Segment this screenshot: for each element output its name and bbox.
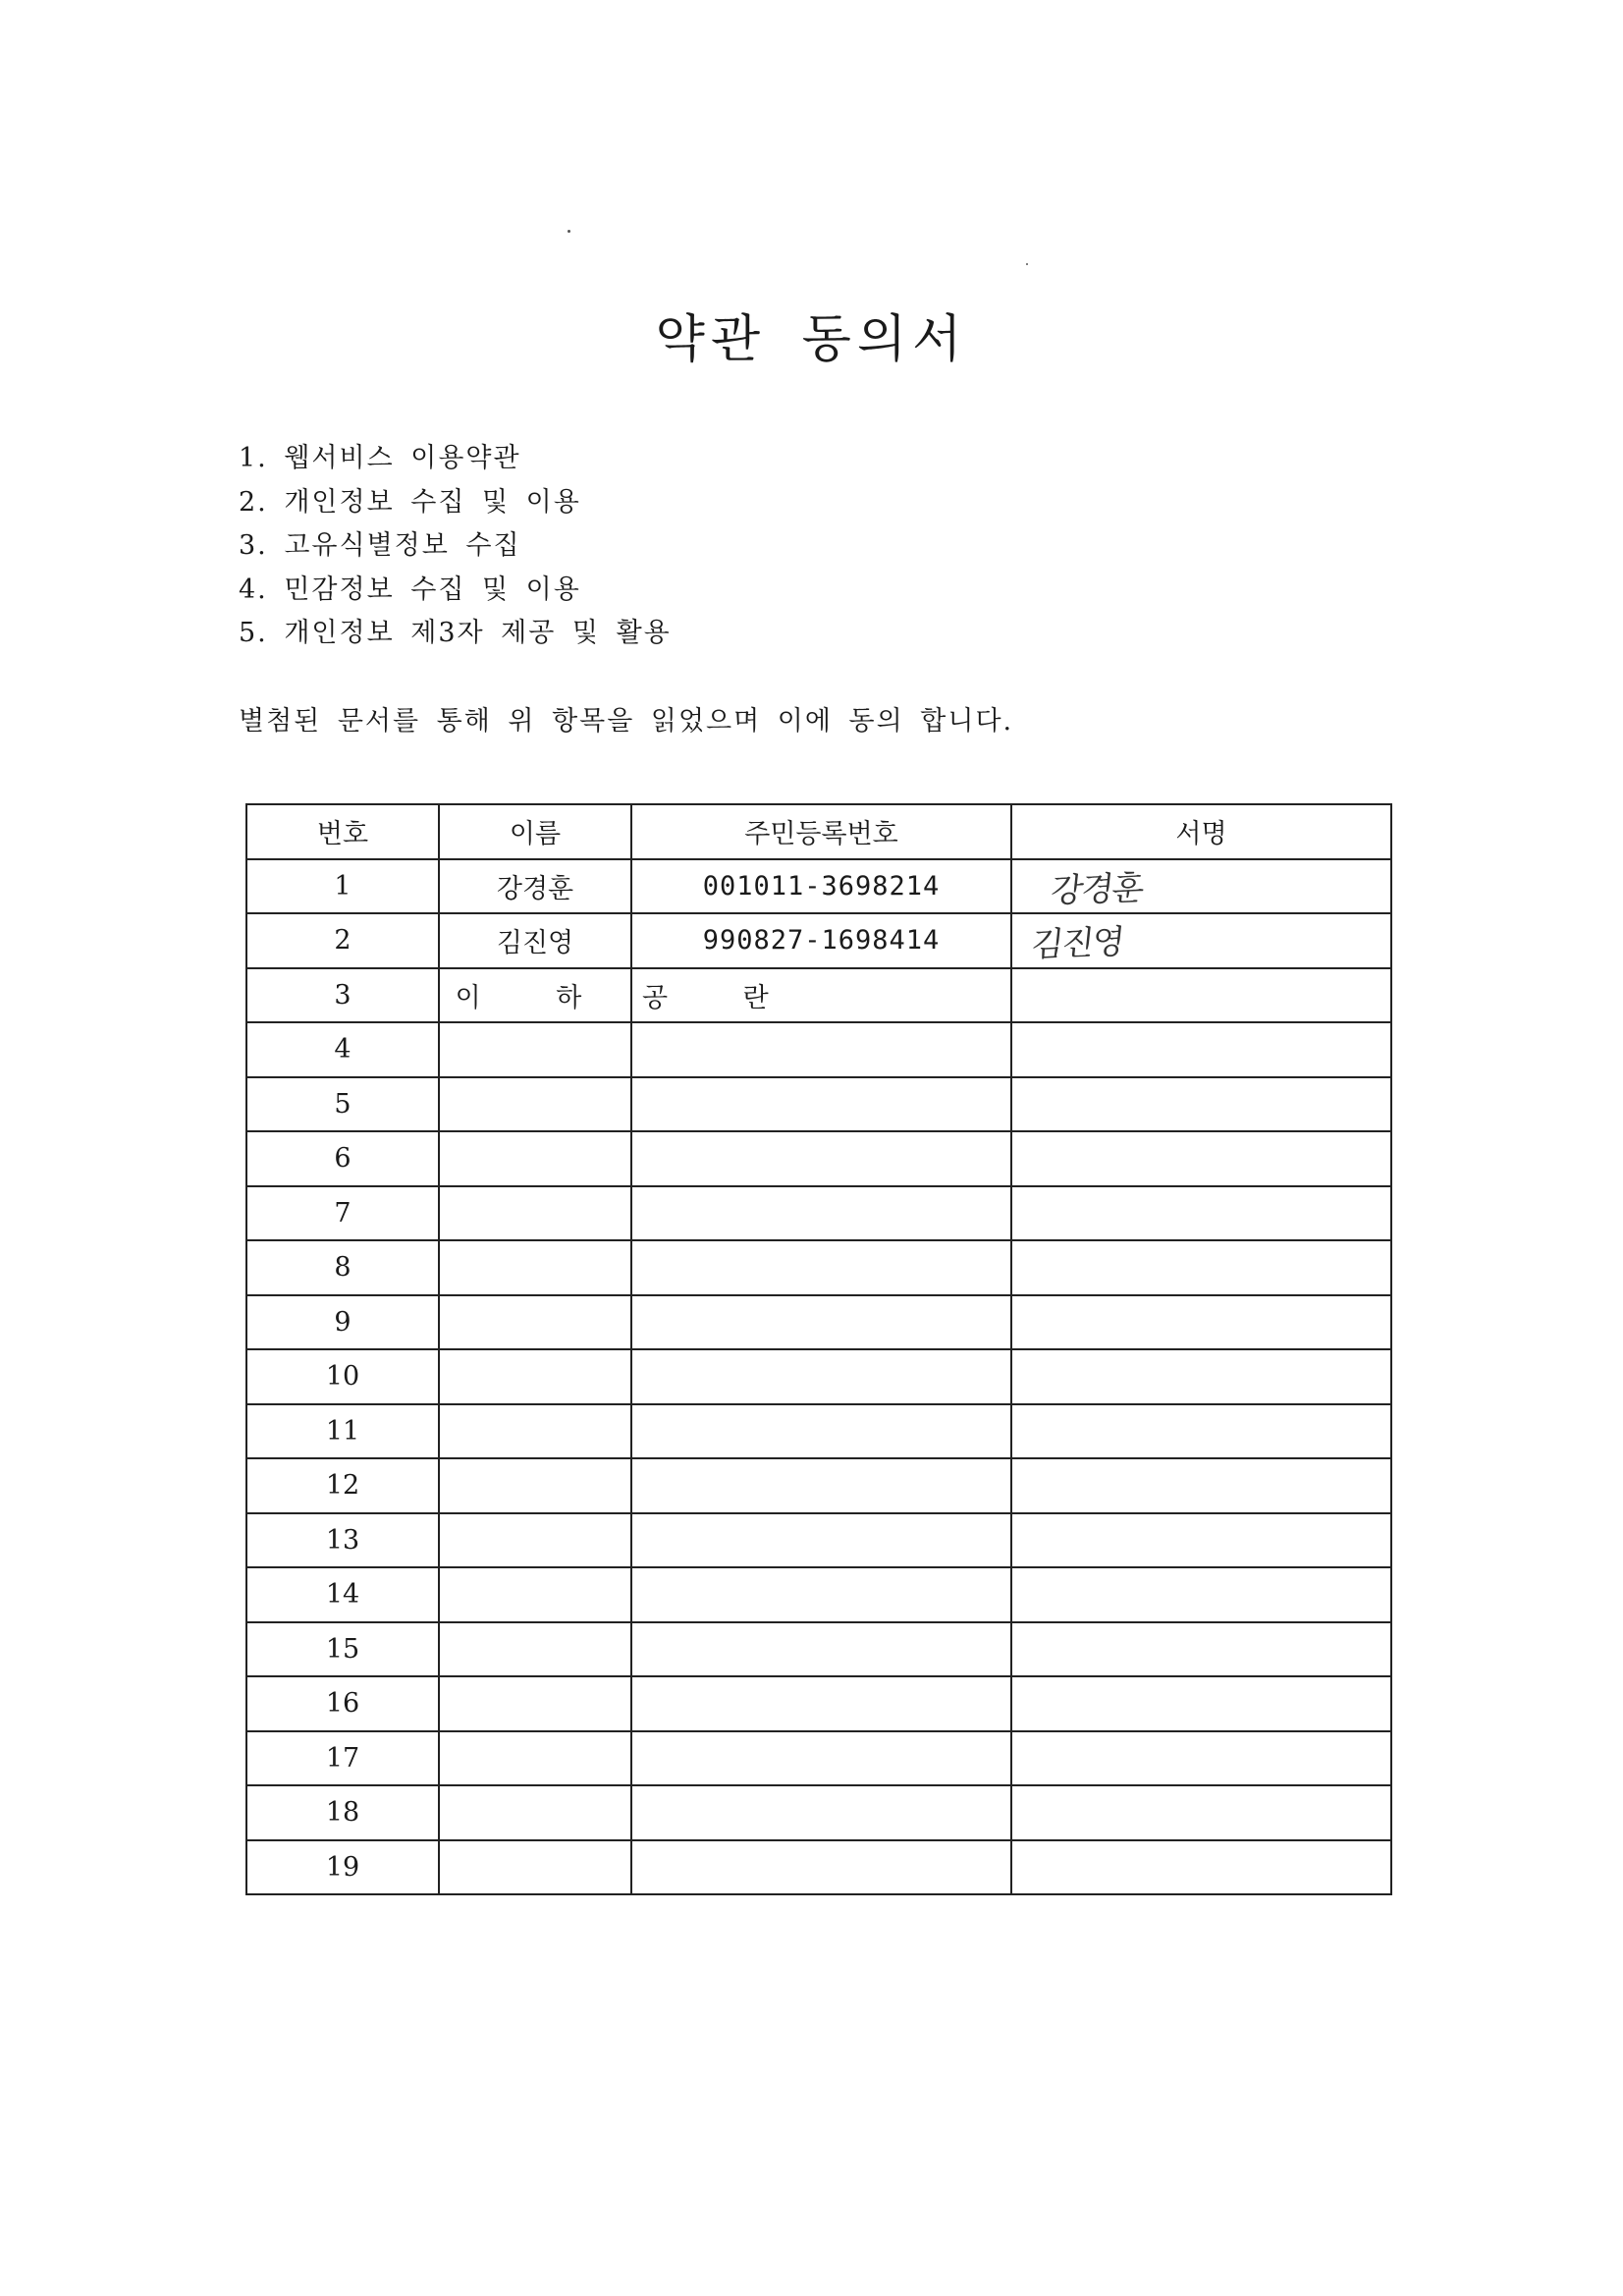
row-rrn [631, 1404, 1011, 1459]
row-rrn [631, 1622, 1011, 1677]
row-signature [1011, 1131, 1391, 1186]
row-number: 15 [246, 1622, 439, 1677]
row-number: 17 [246, 1731, 439, 1786]
row-name [439, 1458, 631, 1513]
row-signature [1011, 1349, 1391, 1404]
row-rrn [631, 1022, 1011, 1077]
table-header-row [246, 804, 1391, 859]
terms-item: 4. 민감정보 수집 및 이용 [239, 574, 581, 605]
row-rrn [631, 1349, 1011, 1404]
table-row [246, 1676, 1391, 1731]
row-name [439, 1240, 631, 1295]
row-number: 11 [246, 1404, 439, 1459]
row-signature [1011, 1513, 1391, 1568]
table-row [246, 1622, 1391, 1677]
row-rrn [631, 1131, 1011, 1186]
table-row [246, 913, 1391, 968]
row-rrn [631, 1840, 1011, 1895]
terms-item: 1. 웹서비스 이용약관 [239, 443, 521, 473]
table-row [246, 1077, 1391, 1132]
row-name [439, 1295, 631, 1350]
row-number: 5 [246, 1077, 439, 1132]
row-name: 김진영 [439, 913, 631, 968]
row-number: 19 [246, 1840, 439, 1895]
row-signature [1011, 1785, 1391, 1840]
row-name [439, 1022, 631, 1077]
row-name-remainder-mark: 이 하 [439, 968, 631, 1023]
row-signature [1011, 913, 1391, 968]
row-rrn [631, 1295, 1011, 1350]
row-name [439, 1785, 631, 1840]
header-rrn: 주민등록번호 [631, 804, 1011, 859]
table-row [246, 1785, 1391, 1840]
row-number: 3 [246, 968, 439, 1023]
row-name [439, 1077, 631, 1132]
row-signature [1011, 1022, 1391, 1077]
table-row [246, 1731, 1391, 1786]
table-row [246, 1186, 1391, 1241]
header-name: 이름 [439, 804, 631, 859]
terms-item: 2. 개인정보 수집 및 이용 [239, 486, 581, 518]
row-name [439, 1131, 631, 1186]
row-number: 18 [246, 1785, 439, 1840]
row-number: 14 [246, 1567, 439, 1622]
row-signature [1011, 1295, 1391, 1350]
row-rrn [631, 1785, 1011, 1840]
table-row [246, 1513, 1391, 1568]
row-number: 7 [246, 1186, 439, 1241]
terms-list [239, 437, 672, 656]
row-number: 8 [246, 1240, 439, 1295]
row-rrn [631, 1186, 1011, 1241]
header-number: 번호 [246, 804, 439, 859]
row-name [439, 1622, 631, 1677]
row-signature [1011, 1404, 1391, 1459]
terms-item: 5. 개인정보 제3자 제공 및 활용 [239, 618, 672, 648]
row-name: 강경훈 [439, 859, 631, 914]
handwritten-signature: 김진영 [1029, 922, 1125, 965]
row-rrn [631, 1077, 1011, 1132]
table-row [246, 859, 1391, 914]
table-row [246, 1240, 1391, 1295]
row-signature [1011, 1622, 1391, 1677]
row-number: 12 [246, 1458, 439, 1513]
row-signature [1011, 968, 1391, 1023]
scan-speck [568, 230, 570, 233]
consent-statement: 별첨된 문서를 통해 위 항목을 읽었으며 이에 동의 합니다. [239, 706, 1014, 737]
consent-table [245, 803, 1392, 1895]
row-signature [1011, 1731, 1391, 1786]
row-number: 6 [246, 1131, 439, 1186]
table-row [246, 1404, 1391, 1459]
row-name [439, 1731, 631, 1786]
table-row [246, 1349, 1391, 1404]
row-rrn: 990827-1698414 [631, 913, 1011, 968]
table-row [246, 1840, 1391, 1895]
row-number: 16 [246, 1676, 439, 1731]
table-row [246, 1295, 1391, 1350]
row-name [439, 1404, 631, 1459]
row-name [439, 1513, 631, 1568]
row-name [439, 1186, 631, 1241]
row-signature [1011, 1077, 1391, 1132]
table-row [246, 968, 1391, 1023]
row-signature [1011, 1840, 1391, 1895]
table-row [246, 1458, 1391, 1513]
row-number: 4 [246, 1022, 439, 1077]
handwritten-signature: 강경훈 [1049, 868, 1145, 911]
row-rrn: 001011-3698214 [631, 859, 1011, 914]
header-signature: 서명 [1011, 804, 1391, 859]
row-name [439, 1349, 631, 1404]
row-number: 1 [246, 859, 439, 914]
row-signature [1011, 1186, 1391, 1241]
row-rrn [631, 1676, 1011, 1731]
row-signature [1011, 1567, 1391, 1622]
row-signature [1011, 859, 1391, 914]
row-number: 9 [246, 1295, 439, 1350]
row-name [439, 1676, 631, 1731]
row-rrn [631, 1240, 1011, 1295]
row-rrn [631, 1513, 1011, 1568]
row-number: 2 [246, 913, 439, 968]
row-number: 13 [246, 1513, 439, 1568]
row-name [439, 1840, 631, 1895]
table-row [246, 1567, 1391, 1622]
terms-item: 3. 고유식별정보 수집 [239, 530, 521, 561]
row-rrn-blank-mark: 공 란 [631, 968, 1011, 1023]
row-number: 10 [246, 1349, 439, 1404]
scan-speck [1026, 263, 1028, 265]
row-signature [1011, 1458, 1391, 1513]
table-row [246, 1131, 1391, 1186]
row-signature [1011, 1240, 1391, 1295]
row-signature [1011, 1676, 1391, 1731]
row-rrn [631, 1458, 1011, 1513]
row-name [439, 1567, 631, 1622]
document-title: 약관 동의서 [655, 309, 968, 369]
row-rrn [631, 1731, 1011, 1786]
row-rrn [631, 1567, 1011, 1622]
table-row [246, 1022, 1391, 1077]
